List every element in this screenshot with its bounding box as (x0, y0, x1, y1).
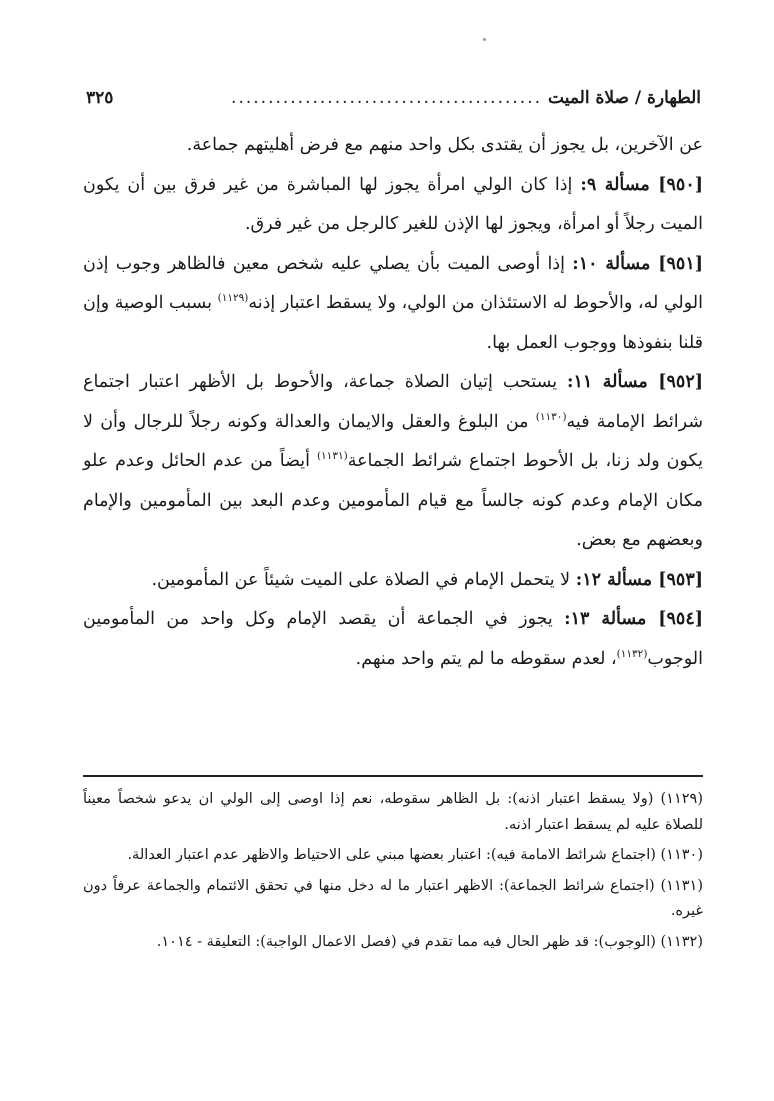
issue-label: [٩٥٢] مسألة ١١: (567, 372, 703, 392)
issue-text: بسبب الوصية وإن قلنا بنفوذها ووجوب العمل بها. (83, 293, 703, 353)
issue-text: أيضاً من عدم الحائل وعدم علو مكان الإمام وعدم كونه جالساً مع قيام المأمومين وعدم البعد بين المأمومين والإمام وبعضهم مع بعض. (83, 451, 703, 550)
issue-label: [٩٥٣] مسألة ١٢: (575, 569, 703, 590)
paragraph-continuation: عن الآخرين، بل يجوز أن يقتدى بكل واحد منهم مع فرض أهليتهم جماعة. (186, 135, 703, 155)
issue-text: من البلوغ والعقل والايمان والعدالة وكونه رجلاً للرجال وأن لا يكون ولد زنا، بل الأحوط اجتماع شرائط الجماعة (83, 411, 703, 471)
page-speck (483, 38, 486, 41)
header-title: الطهارة / صلاة الميت (548, 88, 701, 108)
footnote-ref-1131[interactable]: (١١٣١) (316, 450, 348, 463)
issue-text: إذا أوصى الميت بأن يصلي عليه شخص معين فالظاهر وجوب إذن الولي له، والأحوط له الاستئذان من الولي، ولا يسقط اعتبار إذنه (83, 253, 703, 313)
issue-label: [٩٥٠] مسألة ٩: (580, 174, 703, 195)
issue-text: لا يتحمل الإمام في الصلاة على الميت شيئاً عن المأمومين. (151, 569, 576, 590)
footnote-ref-1129[interactable]: (١١٢٩) (217, 292, 249, 305)
issue-text: ، لعدم سقوطه ما لم يتم واحد منهم. (355, 648, 617, 669)
page-number: ٣٢٥ (86, 88, 114, 108)
footnote-1131: (١١٣١) (اجتماع شرائط الجماعة): الاظهر اعتبار ما له دخل منها في تحقق الائتمام والجماعة عرفاً دون غيره. (83, 877, 703, 919)
footnote-1130: (١١٣٠) (اجتماع شرائط الامامة فيه): اعتبار بعضها مبني على الاحتياط والاظهر عدم اعتبار العدالة. (127, 847, 703, 863)
issue-text: إذا كان الولي امرأة يجوز لها المباشرة من غير فرق بين أن يكون الميت رجلاً أو امرأة، ويجوز لها الإذن للغير كالرجل من غير فرق. (83, 174, 703, 234)
footnote-divider (83, 775, 703, 777)
main-text (83, 126, 703, 679)
issue-952 (83, 363, 703, 561)
issue-954 (83, 600, 703, 679)
footnote-ref-1132[interactable]: (١١٣٢) (616, 647, 648, 660)
issue-951 (83, 245, 703, 364)
footnote-1132: (١١٣٢) (الوجوب): قد ظهر الحال فيه مما تقدم في (فصل الاعمال الواجبة): التعليقة - ١٠١٤. (156, 933, 703, 950)
footnotes (83, 787, 703, 960)
running-header (86, 88, 701, 116)
issue-950 (83, 166, 703, 245)
issue-text: يجوز في الجماعة أن يقصد الإمام وكل واحد من المأمومين الوجوب (83, 609, 703, 669)
issue-text: يستحب إتيان الصلاة جماعة، والأحوط بل الأظهر اعتبار اجتماع شرائط الإمامة فيه (83, 372, 703, 432)
header-leader-dots: .......................................... (231, 88, 543, 108)
footnote-1129: (١١٢٩) (ولا يسقط اعتبار اذنه): بل الظاهر سقوطه، نعم إذا اوصى إلى الولي ان يدعو شخصاً معيناً للصلاة عليه لم يسقط اعتبار اذنه. (83, 791, 703, 833)
footnote-ref-1130[interactable]: (١١٣٠) (535, 410, 567, 423)
issue-953 (83, 561, 703, 601)
issue-label: [٩٥٤] مسألة ١٣: (564, 609, 703, 629)
issue-label: [٩٥١] مسألة ١٠: (572, 253, 703, 274)
